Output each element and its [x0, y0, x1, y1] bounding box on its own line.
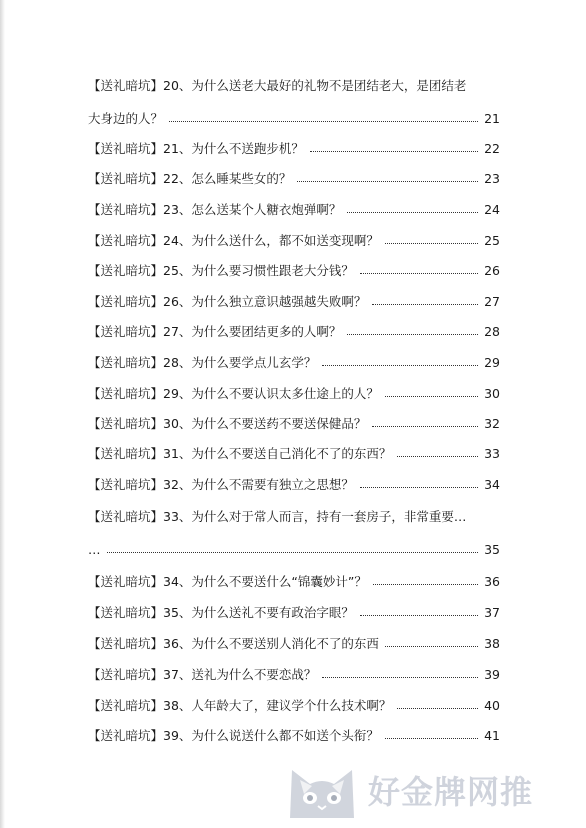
toc-dot-leader — [347, 333, 478, 335]
toc-entry-title: 【送礼暗坑】30、为什么不要送药不要送保健品？ — [88, 416, 367, 431]
toc-page-number: 23 — [484, 170, 500, 186]
toc-page-number: 41 — [484, 727, 500, 743]
toc-entry-title: 【送礼暗坑】34、为什么不要送什么“锦囊妙计”？ — [88, 574, 367, 589]
toc-page-number: 30 — [484, 385, 500, 401]
toc-entry[interactable] — [88, 690, 500, 720]
toc-page-number: 26 — [484, 262, 500, 278]
watermark — [282, 760, 572, 820]
toc-entry[interactable] — [88, 628, 500, 658]
toc-dot-leader — [347, 211, 478, 213]
toc-entry-title: 【送礼暗坑】39、为什么说送什么都不如送个头衔？ — [88, 728, 379, 743]
toc-entry-title: 【送礼暗坑】31、为什么不要送自己消化不了的东西？ — [88, 446, 392, 461]
toc-entry-title: 【送礼暗坑】29、为什么不要认识太多仕途上的人？ — [88, 386, 379, 401]
toc-page-number: 33 — [484, 445, 500, 461]
toc-entry[interactable] — [88, 597, 500, 627]
toc-dot-leader — [360, 486, 478, 488]
toc-entry[interactable] — [88, 438, 500, 468]
toc-dot-leader — [397, 707, 478, 709]
toc-entry[interactable] — [88, 720, 500, 750]
toc-entry[interactable] — [88, 133, 500, 163]
toc-page-number: 29 — [484, 354, 500, 370]
toc-entry-title: 【送礼暗坑】37、送礼为什么不要恋战？ — [88, 667, 317, 682]
toc-entry[interactable] — [88, 163, 500, 193]
toc-dot-leader — [322, 676, 478, 678]
cat-logo-icon — [282, 760, 362, 820]
toc-dot-leader — [169, 120, 478, 122]
toc-entry-title: 【送礼暗坑】28、为什么要学点儿玄学？ — [88, 355, 317, 370]
toc-page-number: 34 — [484, 476, 500, 492]
toc-dot-leader — [385, 242, 478, 244]
toc-entry-title: 【送礼暗坑】32、为什么不需要有独立之思想？ — [88, 477, 354, 492]
toc-dot-leader — [360, 614, 478, 616]
toc-entry-title: 【送礼暗坑】23、怎么送某个人糖衣炮弹啊？ — [88, 202, 342, 217]
toc-entry-title: 【送礼暗坑】36、为什么不要送别人消化不了的东西 — [88, 636, 379, 651]
toc-entry-title: 【送礼暗坑】35、为什么送礼不要有政治字眼？ — [88, 605, 354, 620]
toc-page-number: 36 — [484, 573, 500, 589]
toc-page-number: 40 — [484, 697, 500, 713]
toc-dot-leader — [297, 180, 478, 182]
toc-entry-title: 【送礼暗坑】20、为什么送老大最好的礼物不是团结老大，是团结老 — [88, 78, 467, 93]
toc-page-number: 27 — [484, 293, 500, 309]
toc-entry[interactable] — [88, 70, 500, 100]
toc-dot-leader — [372, 303, 478, 305]
toc-dot-leader — [310, 150, 478, 152]
toc-entry-title: 【送礼暗坑】22、怎么睡某些女的？ — [88, 171, 292, 186]
toc-dot-leader — [385, 395, 478, 397]
toc-dot-leader — [107, 551, 479, 553]
toc-entry[interactable] — [88, 659, 500, 689]
toc-page-number: 28 — [484, 323, 500, 339]
toc-page-number: 37 — [484, 604, 500, 620]
toc-entry[interactable] — [88, 408, 500, 438]
toc-entry[interactable] — [88, 534, 500, 564]
toc-page-number: 21 — [484, 110, 500, 126]
toc-entry[interactable] — [88, 225, 500, 255]
toc-dot-leader — [360, 272, 478, 274]
toc-entry[interactable] — [88, 103, 500, 133]
toc-page-number: 35 — [484, 541, 500, 557]
toc-page-number: 25 — [484, 232, 500, 248]
toc-dot-leader — [373, 583, 478, 585]
toc-entry[interactable] — [88, 316, 500, 346]
toc-entry-title: 【送礼暗坑】21、为什么不送跑步机？ — [88, 141, 304, 156]
toc-entry-title: … — [88, 541, 101, 557]
toc-dot-leader — [385, 737, 478, 739]
toc-page-number: 22 — [484, 140, 500, 156]
toc-page-number: 39 — [484, 666, 500, 682]
toc-entry[interactable] — [88, 501, 500, 531]
watermark-brand: 好金牌网推 — [368, 773, 534, 811]
toc-dot-leader — [322, 364, 478, 366]
toc-entry-title: 大身边的人？ — [88, 111, 164, 126]
toc-entry[interactable] — [88, 194, 500, 224]
toc-entry-title: 【送礼暗坑】27、为什么要团结更多的人啊？ — [88, 324, 342, 339]
toc-entry-title: 【送礼暗坑】33、为什么对于常人而言，持有一套房子，非常重要… — [88, 509, 467, 524]
toc-entry-title: 【送礼暗坑】26、为什么独立意识越强越失败啊？ — [88, 294, 367, 309]
toc-entry-title: 【送礼暗坑】25、为什么要习惯性跟老大分钱？ — [88, 263, 354, 278]
toc-entry[interactable] — [88, 469, 500, 499]
toc-dot-leader — [372, 425, 478, 427]
toc-entry-title: 【送礼暗坑】24、为什么送什么，都不如送变现啊？ — [88, 233, 379, 248]
toc-entry[interactable] — [88, 347, 500, 377]
toc-page-number: 38 — [484, 635, 500, 651]
toc-entry[interactable] — [88, 255, 500, 285]
toc-dot-leader — [397, 455, 478, 457]
toc-entry[interactable] — [88, 286, 500, 316]
toc-page-number: 32 — [484, 415, 500, 431]
toc-page-number: 24 — [484, 201, 500, 217]
toc-entry-title: 【送礼暗坑】38、人年龄大了，建议学个什么技术啊？ — [88, 698, 392, 713]
toc-entry[interactable] — [88, 378, 500, 408]
toc-dot-leader — [385, 645, 478, 647]
toc-entry[interactable] — [88, 566, 500, 596]
